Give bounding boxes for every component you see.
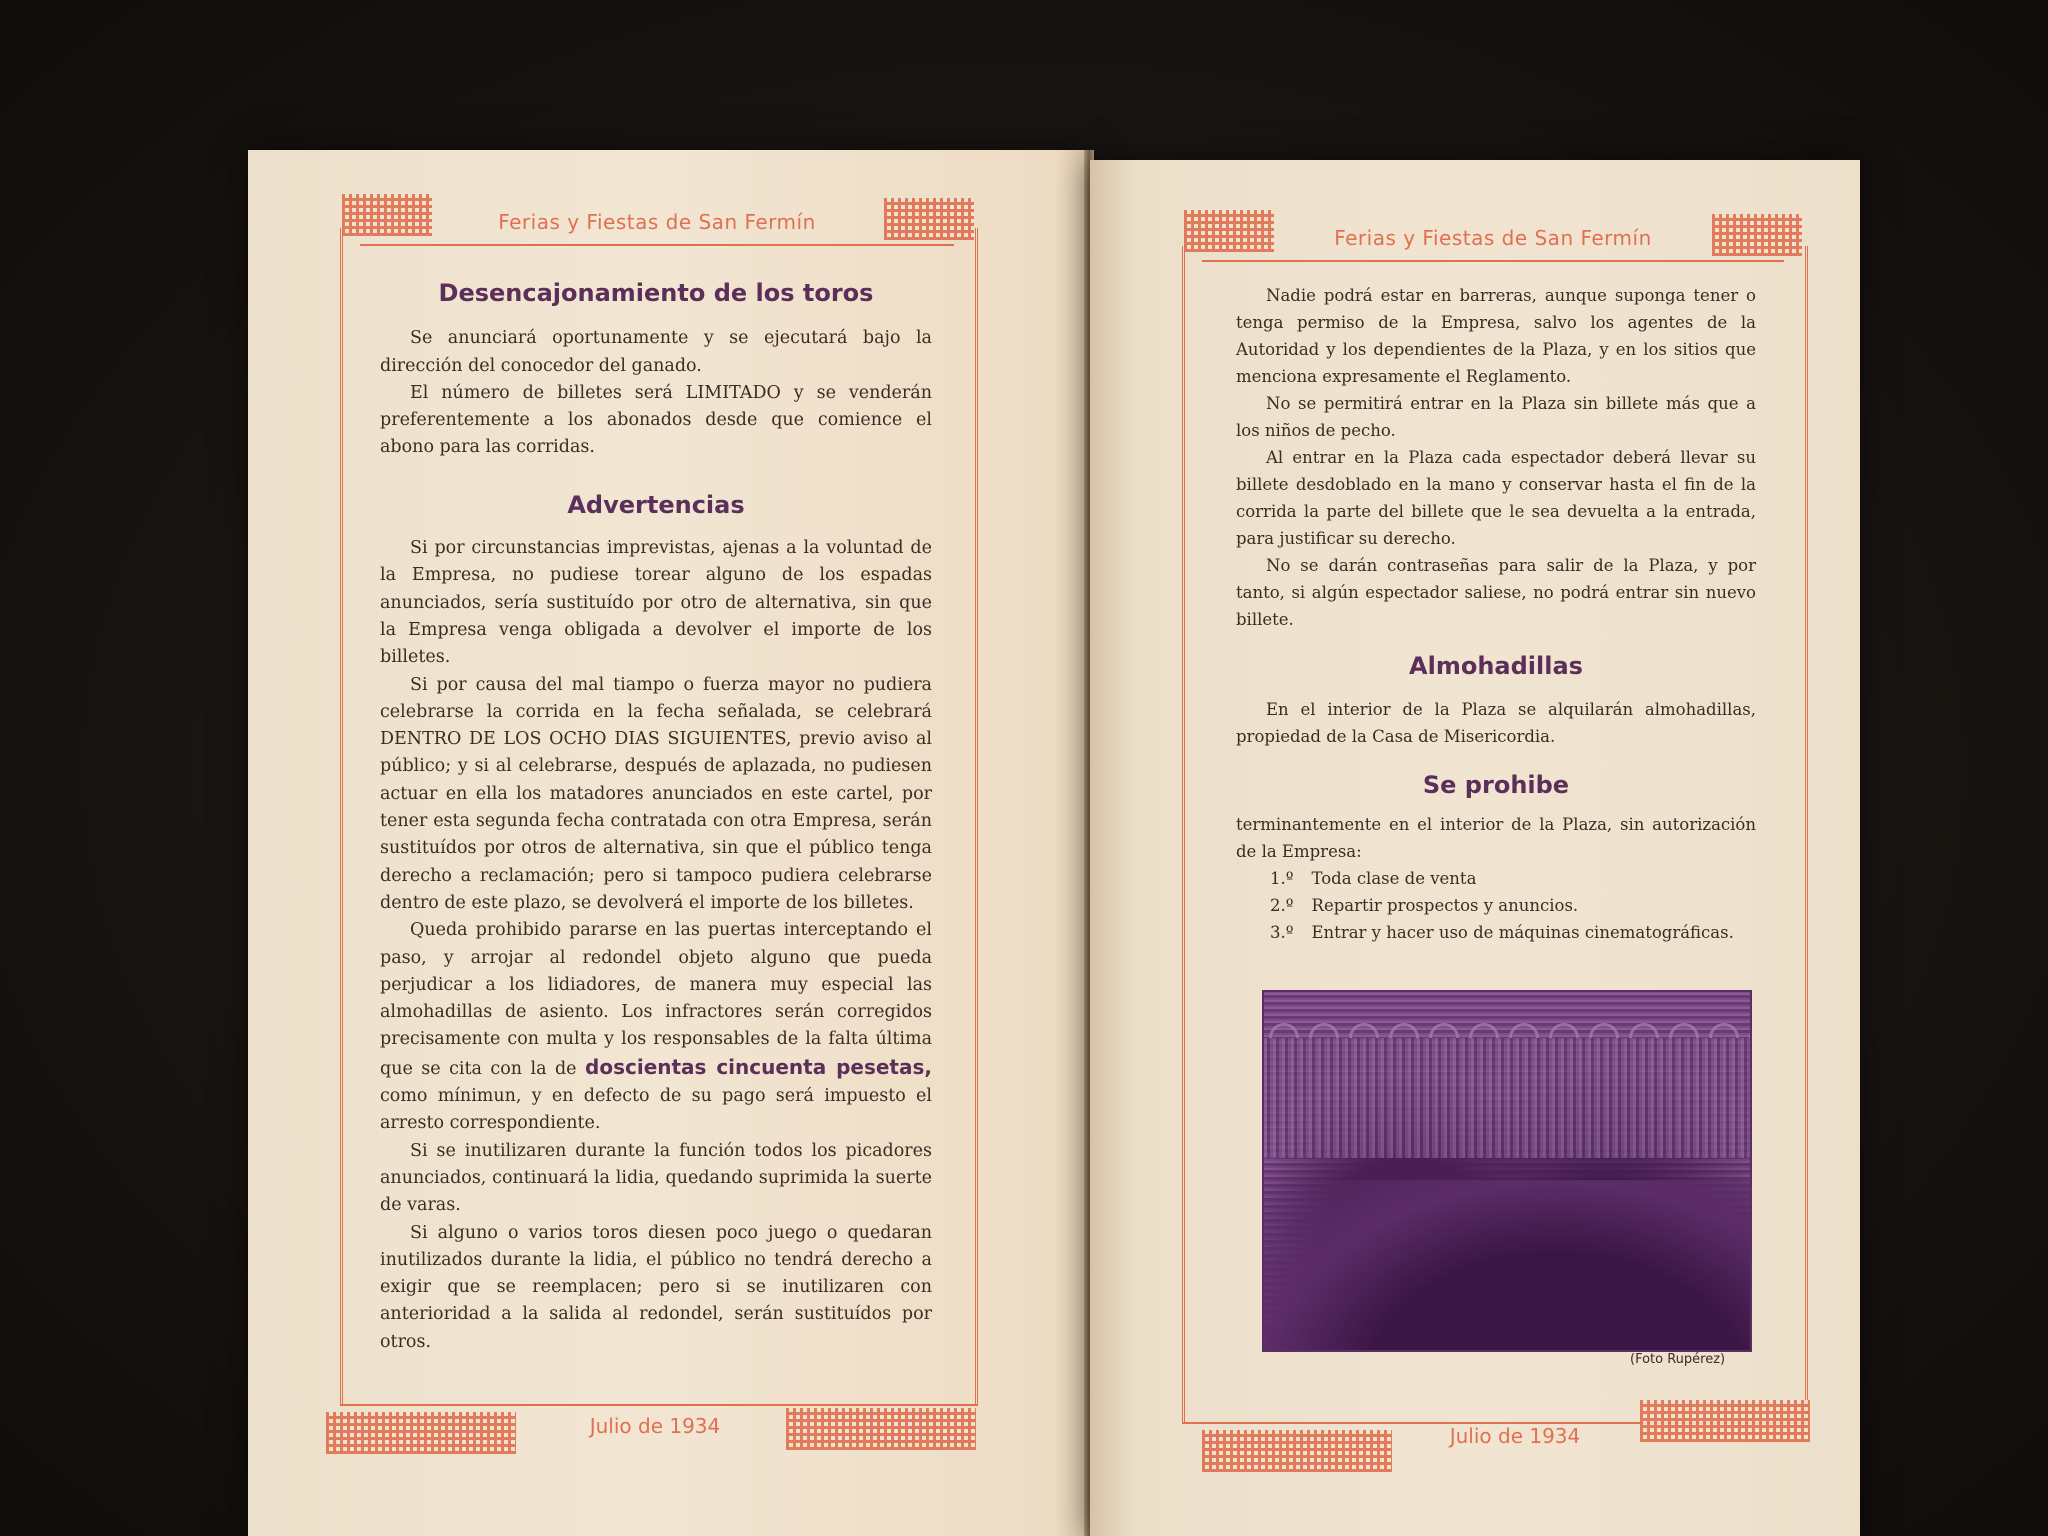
left-header-ornament-left bbox=[342, 194, 432, 236]
paragraph: Nadie podrá estar en barreras, aunque suponga tener o tenga permiso de la Empresa, salvo los agentes de la Autoridad y los dependientes de la Plaza, y en los sitios que menciona expresamente el Reglamento. bbox=[1236, 286, 1756, 386]
paragraph: No se permitirá entrar en la Plaza sin billete más que a los niños de pecho. bbox=[1236, 394, 1756, 440]
left-footer-ornament-left bbox=[326, 1412, 516, 1454]
photo-arcade bbox=[1264, 1004, 1750, 1038]
paragraph: Si por causa del mal tiampo o fuerza mayor no pudiera celebrarse la corrida en la fecha señalada, se celebrará DENTRO DE LOS OCHO DIAS SIGUIENTES, previo aviso al público; y si al celebrarse, después de aplazada, no pudiesen actuar en ella los matadores anunciados en este cartel, por tener esta segunda fecha contratada con otra Empresa, serán sustituídos por otros de alternativa, sin que el público tenga derecho a reclamación; pero si tampoco pudiera celebrarse dentro de este plazo, se devolverá el importe de los billetes. bbox=[380, 674, 932, 913]
left-header-ornament-right bbox=[884, 198, 974, 240]
left-page-header bbox=[360, 200, 954, 246]
right-header-text: Ferias y Fiestas de San Fermín bbox=[1334, 226, 1652, 250]
paragraph: terminantemente en el interior de la Plaza, sin autorización de la Empresa: bbox=[1236, 815, 1756, 861]
section-title-desencajonamiento: Desencajonamiento de los toros bbox=[438, 279, 874, 307]
left-header-text: Ferias y Fiestas de San Fermín bbox=[498, 210, 816, 234]
photo-caption: (Foto Rupérez) bbox=[1630, 1352, 1726, 1367]
paragraph-fines bbox=[380, 917, 932, 1137]
left-footer-ornament-right bbox=[786, 1408, 976, 1450]
bullring-photo bbox=[1262, 990, 1752, 1352]
paragraph: El número de billetes será LIMITADO y se venderán preferentemente a los abonados desde que comience el abono para las corridas. bbox=[380, 382, 932, 458]
list-text: Toda clase de venta bbox=[1311, 869, 1477, 888]
photo-crowd-stands bbox=[1264, 1038, 1750, 1158]
list-item bbox=[1236, 919, 1756, 946]
list-text: Repartir prospectos y anuncios. bbox=[1311, 896, 1579, 915]
paragraph: Se anunciará oportunamente y se ejecutará bajo la dirección del conocedor del ganado. bbox=[380, 328, 932, 376]
list-item bbox=[1236, 892, 1756, 919]
list-number: 1.º bbox=[1270, 869, 1294, 888]
fine-amount: doscientas cincuenta pesetas, bbox=[585, 1054, 932, 1079]
paragraph: Si por circunstancias imprevistas, ajenas a la voluntad de la Empresa, no pudiese torear alguno de los espadas anunciados, sería sustituído por otro de alternativa, sin que la Empresa venga obligada a devolver el importe de los billetes. bbox=[380, 538, 932, 668]
left-page-body bbox=[380, 280, 932, 1356]
section-title-almohadillas: Almohadillas bbox=[1409, 652, 1583, 680]
right-footer: Julio de 1934 bbox=[1449, 1424, 1581, 1448]
fines-text-before: Queda prohibido pararse en las puertas interceptando el paso, y arrojar al redondel objeto alguno que pueda perjudicar a los lidiadores, de manera muy especial las almohadillas de asiento. Los infractores serán corregidos precisamente con multa y los responsables de la falta última que se cita con la de bbox=[380, 920, 932, 1079]
left-frame-bottom bbox=[340, 1404, 978, 1406]
section-title-advertencias: Advertencias bbox=[567, 490, 745, 519]
left-footer: Julio de 1934 bbox=[589, 1414, 721, 1438]
list-number: 3.º bbox=[1270, 923, 1294, 942]
section-title-se-prohibe: Se prohibe bbox=[1422, 771, 1570, 799]
paragraph: Si alguno o varios toros diesen poco juego o quedaran inutilizados durante la lidia, el público no tendrá derecho a exigir que se reemplacen; pero si se inutilizaren con anterioridad a la salida al redondel, serán sustituídos por otros. bbox=[380, 1222, 932, 1352]
photo-ring bbox=[1264, 1180, 1750, 1350]
right-footer-ornament-right bbox=[1640, 1400, 1810, 1442]
paragraph: En el interior de la Plaza se alquilarán almohadillas, propiedad de la Casa de Misericordia. bbox=[1236, 700, 1756, 746]
list-number: 2.º bbox=[1270, 896, 1294, 915]
list-text: Entrar y hacer uso de máquinas cinematográficas. bbox=[1311, 923, 1734, 942]
list-item bbox=[1236, 865, 1756, 892]
paragraph: Si se inutilizaren durante la función todos los picadores anunciados, continuará la lidia, quedando suprimida la suerte de varas. bbox=[380, 1140, 932, 1216]
right-page-header bbox=[1202, 216, 1784, 262]
right-page-body bbox=[1236, 282, 1756, 946]
paragraph: Al entrar en la Plaza cada espectador deberá llevar su billete desdoblado en la mano y conservar hasta el fin de la corrida la parte del billete que le sea devuelta a la entrada, para justificar su derecho. bbox=[1236, 448, 1756, 548]
right-footer-ornament-left bbox=[1202, 1430, 1392, 1472]
right-header-ornament-right bbox=[1712, 214, 1802, 256]
right-header-ornament-left bbox=[1184, 210, 1274, 252]
paragraph: No se darán contraseñas para salir de la Plaza, y por tanto, si algún espectador saliese, no podrá entrar sin nuevo billete. bbox=[1236, 556, 1756, 629]
fines-text-after: como mínimun, y en defecto de su pago será impuesto el arresto correspondiente. bbox=[380, 1086, 932, 1134]
